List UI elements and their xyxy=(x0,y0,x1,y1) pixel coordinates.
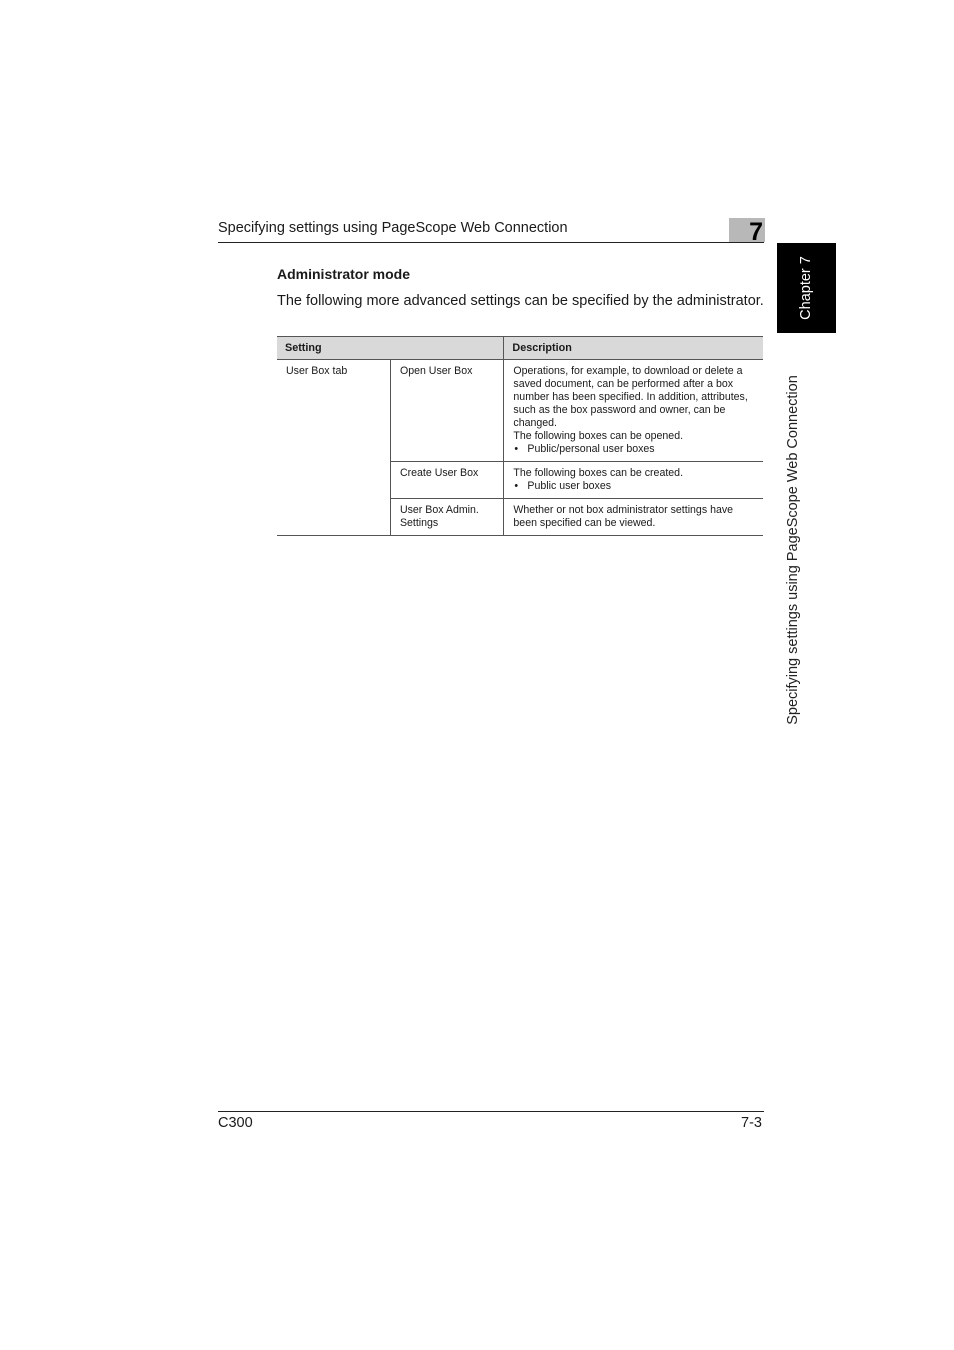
section-heading: Administrator mode xyxy=(277,266,411,282)
bullet-item: • Public user boxes xyxy=(513,480,755,493)
header-rule xyxy=(218,242,764,243)
description-line: Operations, for example, to download or delete a xyxy=(513,365,743,377)
setting-cell: Open User Box xyxy=(390,360,503,462)
footer-model: C300 xyxy=(218,1115,253,1131)
description-line: The following boxes can be created. xyxy=(513,467,684,479)
description-cell xyxy=(504,462,763,499)
description-line: changed. xyxy=(513,417,557,429)
group-cell: User Box tab xyxy=(277,360,390,536)
running-header-title: Specifying settings using PageScope Web Connection xyxy=(218,220,568,236)
section-intro: The following more advanced settings can be specified by the administrator. xyxy=(277,293,764,309)
description-line: been specified can be viewed. xyxy=(513,517,656,529)
setting-cell xyxy=(390,499,503,536)
footer-page-number: 7-3 xyxy=(741,1115,762,1131)
description-line: number has been specified. In addition, attributes, xyxy=(513,391,748,403)
description-line: Whether or not box administrator settings have xyxy=(513,504,734,516)
description-line: The following boxes can be opened. xyxy=(513,430,684,442)
bullet-item: • Public/personal user boxes xyxy=(513,443,755,456)
description-line: such as the box password and owner, can be xyxy=(513,404,726,416)
side-tab-chapter-label: Chapter 7 xyxy=(798,256,814,320)
settings-table xyxy=(277,336,763,536)
setting-line: Settings xyxy=(399,517,439,529)
chapter-number-badge: 7 xyxy=(729,218,765,242)
header-description: Description xyxy=(504,337,763,360)
setting-line: User Box Admin. xyxy=(399,504,479,516)
description-cell xyxy=(504,499,763,536)
header-setting: Setting xyxy=(277,337,504,360)
footer-rule xyxy=(218,1111,764,1112)
table-row xyxy=(277,360,763,462)
description-line: saved document, can be performed after a box xyxy=(513,378,734,390)
side-tab-section-label: Specifying settings using PageScope Web Connection xyxy=(785,375,801,725)
table-header-row xyxy=(277,337,763,360)
description-cell xyxy=(504,360,763,462)
setting-cell: Create User Box xyxy=(390,462,503,499)
